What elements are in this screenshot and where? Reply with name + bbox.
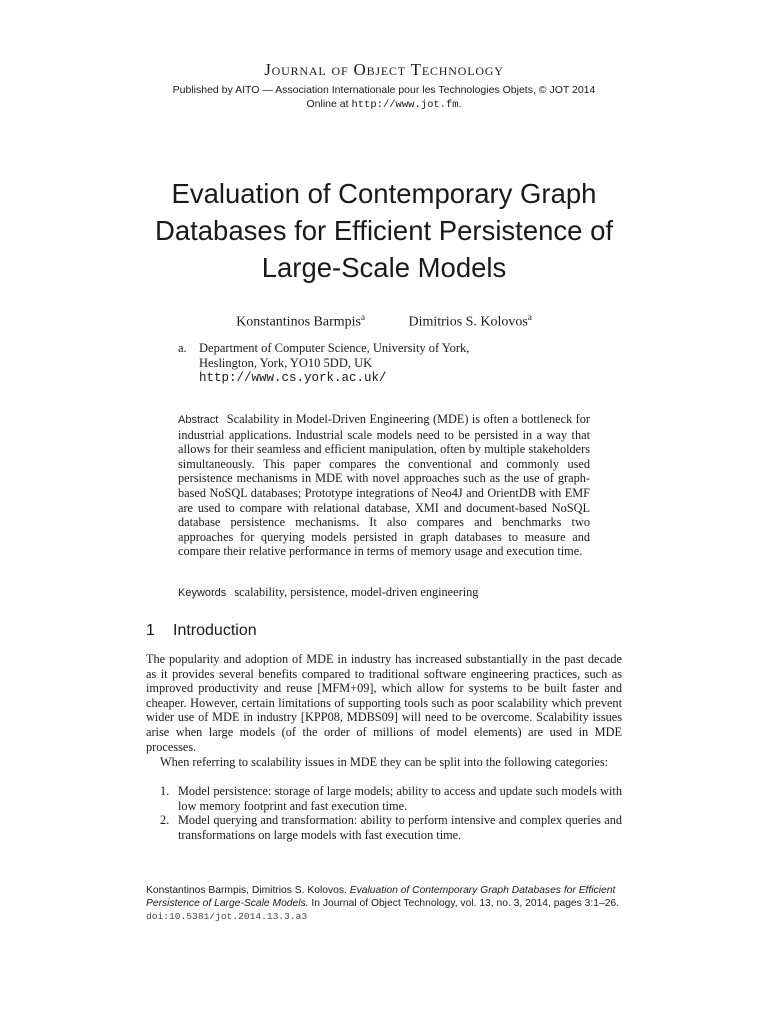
footer-venue: In Journal of Object Technology, vol. 13, no. 3, 2014, pages 3:1–26. (311, 898, 620, 909)
author-name: Dimitrios S. Kolovos (408, 314, 528, 330)
intro-paragraph: When referring to scalability issues in MDE they can be split into the following categories: (160, 755, 609, 769)
author (236, 312, 365, 331)
list-item (146, 813, 622, 842)
section-heading (146, 622, 257, 640)
paper-title-line: Evaluation of Contemporary Graph (171, 178, 597, 209)
journal-name: Journal of Object Technology (264, 60, 504, 79)
publisher-line: Published by AITO — Association Internationale pour les Technologies Objets, © JOT 2014 (172, 84, 596, 96)
intro-paragraph: The popularity and adoption of MDE in industry has increased substantially in the past decade as it provides several benefits compared to traditional software engineering practices, such as improved productivity and reuse [MFM+09], which allow for systems to be built faster and cheaper. However, certain limitations of supporting tools such as poor scalability which prevent wider use of MDE in industry [KPP08, MDBS09] will need to be overcome. Scalability issues arise when large models (of the order of millions of model elements) are used in MDE processes. (146, 652, 622, 754)
footer-title: Evaluation of Contemporary Graph Databases for Efficient Persistence of Large-Scale Models. (146, 885, 616, 909)
footer-authors: Konstantinos Barmpis, Dimitrios S. Kolovos. (146, 885, 347, 896)
affiliation-marker: a. (178, 341, 187, 355)
scalability-category-list (146, 784, 622, 842)
list-item-text: Model querying and transformation: ability to perform intensive and complex queries and transformations on large models with fast execution time. (178, 813, 622, 842)
online-line (0, 98, 768, 111)
keywords (178, 585, 590, 600)
author-affil-mark: a (527, 312, 532, 322)
paper-title-line: Databases for Efficient Persistence of (154, 215, 614, 246)
paper-title (100, 175, 668, 286)
author (408, 312, 531, 331)
list-item-number: 2. (160, 813, 170, 828)
abstract-label: Abstract (178, 414, 219, 426)
doi-link[interactable]: doi:10.5381/jot.2014.13.3.a3 (146, 911, 308, 922)
affiliation-line: Department of Computer Science, University of York, (199, 341, 470, 355)
author-affil-mark: a (360, 312, 365, 322)
section-title: Introduction (173, 622, 257, 639)
section-number: 1 (146, 622, 155, 639)
online-suffix: . (458, 98, 462, 110)
affiliation-line: Heslington, York, YO10 5DD, UK (199, 356, 373, 370)
paper-title-line: Large-Scale Models (261, 252, 507, 283)
keywords-label: Keywords (178, 587, 227, 599)
affiliation-url-link[interactable]: http://www.cs.york.ac.uk/ (199, 371, 387, 385)
online-prefix: Online at (306, 98, 352, 110)
list-item-number: 1. (160, 784, 170, 798)
author-list (0, 312, 768, 331)
list-item (146, 784, 622, 813)
abstract-text: Scalability in Model-Driven Engineering (MDE) is often a bottleneck for industrial applications. Industrial scale models need to be persisted in a way that allows for their seamless and efficient manipulation, often by multiple stakeholders simultaneously. This paper compares the conventional and commonly used persistence mechanisms in MDE with novel approaches such as the use of graph-based NoSQL databases; Prototype integrations of Neo4J and OrientDB with EMF are used to compare with relational database, XMI and document-based NoSQL database persistence mechanisms. It also compares and benchmarks two approaches for querying models persisted in graph databases to measure and compare their relative performance in terms of memory usage and execution time. (178, 412, 590, 559)
abstract (178, 412, 590, 559)
journal-url-link[interactable]: http://www.jot.fm (351, 99, 459, 111)
citation-footer (146, 884, 622, 923)
list-item-text: Model persistence: storage of large models; ability to access and update such models with low memory footprint and fast execution time. (178, 784, 622, 813)
author-name: Konstantinos Barmpis (236, 314, 361, 330)
affiliation-lines (199, 341, 599, 386)
keywords-text: scalability, persistence, model-driven engineering (234, 585, 479, 599)
